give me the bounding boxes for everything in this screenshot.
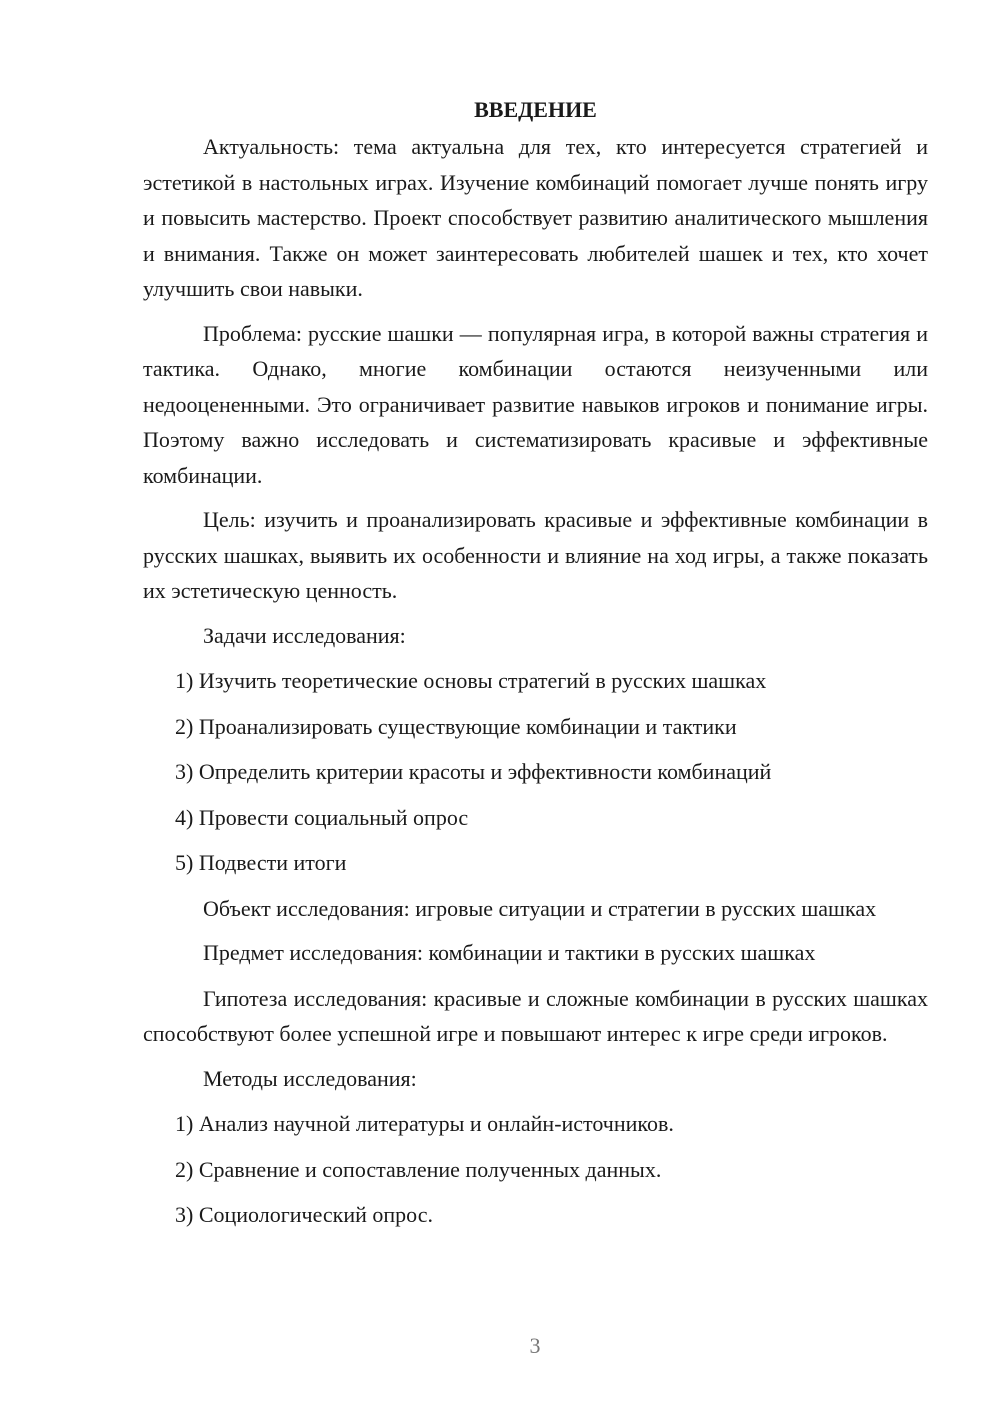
- page-title: ВВЕДЕНИЕ: [474, 97, 597, 122]
- list-item: 4) Провести социальный опрос: [175, 804, 469, 830]
- page-number: 3: [529, 1333, 541, 1358]
- object-paragraph: Объект исследования: игровые ситуации и стратегии в русских шашках: [203, 895, 877, 921]
- list-item: 2) Сравнение и сопоставление полученных данных.: [175, 1156, 662, 1182]
- list-item: 3) Социологический опрос.: [175, 1202, 433, 1227]
- list-item: 1) Анализ научной литературы и онлайн-источников.: [175, 1111, 674, 1136]
- goal-paragraph: Цель: изучить и проанализировать красивые и эффективные комбинации в русских шашках, выявить их особенности и влияние на ход игры, а также показать их эстетическую ценность.: [143, 507, 928, 603]
- relevance-paragraph: Актуальность: тема актуальна для тех, кто интересуется стратегией и эстетикой в настольных играх. Изучение комбинаций помогает лучше понять игру и повысить мастерство. Проект способствует развитию аналитического мышления и внимания. Также он может заинтересовать любителей шашек и тех, кто хочет улучшить свои навыки.: [143, 134, 928, 301]
- subject-paragraph: Предмет исследования: комбинации и тактики в русских шашках: [203, 940, 816, 965]
- tasks-label: Задачи исследования:: [203, 622, 406, 648]
- list-item: 1) Изучить теоретические основы стратегий в русских шашках: [175, 668, 767, 693]
- list-item: 3) Определить критерии красоты и эффективности комбинаций: [175, 759, 772, 784]
- document-page: [143, 92, 928, 1243]
- list-item: 2) Проанализировать существующие комбинации и тактики: [175, 713, 737, 739]
- methods-label: Методы исследования:: [203, 1065, 417, 1091]
- tasks-list: [143, 663, 928, 881]
- problem-paragraph: Проблема: русские шашки — популярная игра, в которой важны стратегия и тактика. Однако, многие комбинации остаются неизученными или недооцененными. Это ограничивает развитие навыков игроков и понимание игры. Поэтому важно исследовать и систематизировать красивые и эффективные комбинации.: [143, 320, 928, 488]
- list-item: 5) Подвести итоги: [175, 850, 347, 875]
- hypothesis-paragraph: Гипотеза исследования: красивые и сложные комбинации в русских шашках способствуют более успешной игре и повышают интерес к игре среди игроков.: [143, 985, 928, 1046]
- methods-list: [143, 1106, 928, 1233]
